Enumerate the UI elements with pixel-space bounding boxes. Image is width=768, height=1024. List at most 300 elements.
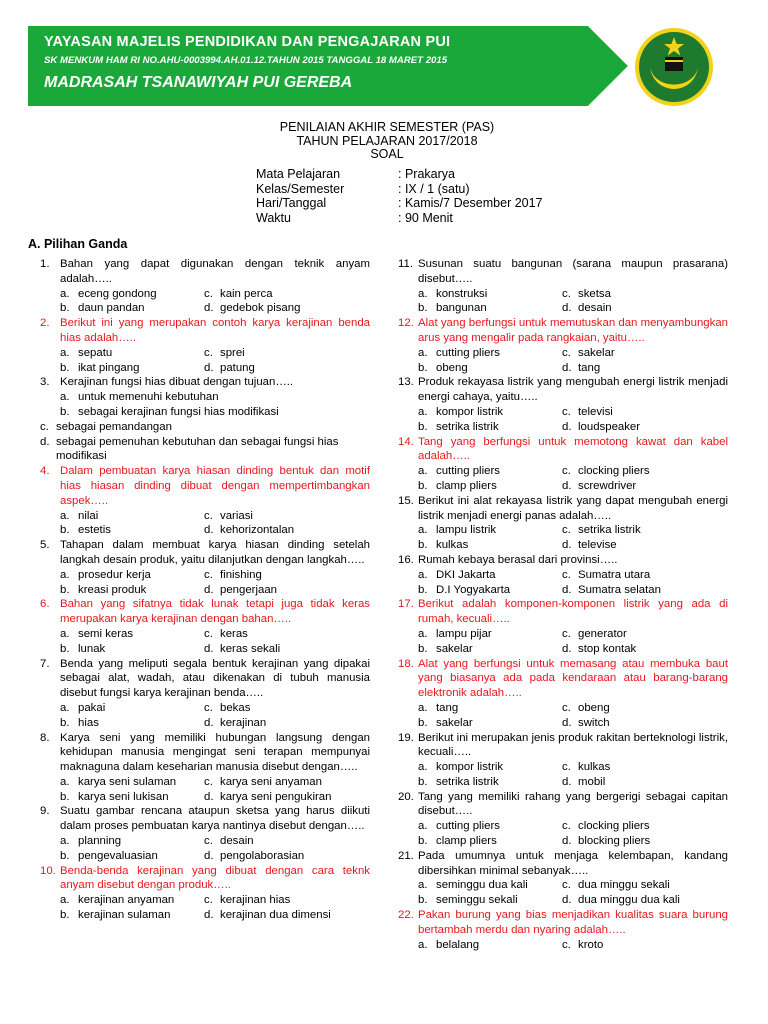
question-number: 6. [40, 598, 50, 611]
answer-option [40, 775, 204, 790]
question-text [398, 597, 728, 627]
meta-value: : Prakarya [398, 167, 455, 181]
answer-option [398, 464, 562, 479]
answer-option [562, 346, 726, 361]
option-letter: d. [562, 642, 572, 655]
option-text: cutting pliers [436, 465, 500, 478]
option-text: mobil [578, 775, 606, 788]
answer-option [562, 938, 726, 953]
answer-option [562, 716, 726, 731]
question-body: Karya seni yang memiliki hubungan langsung dengan kehidupan manusia mengingat seni terapan mempunyai maknaguna dalam keseharian manusia disebut dengan….. [60, 731, 370, 774]
meta-row [256, 182, 543, 197]
option-letter: c. [40, 420, 49, 433]
option-letter: d. [40, 435, 50, 448]
option-text: ikat pingang [78, 361, 140, 374]
option-letter: a. [418, 879, 428, 892]
option-text: sebagai kerajinan fungsi hias modifikasi [78, 405, 279, 418]
meta-key: Hari/Tanggal [256, 196, 327, 210]
answer-option [562, 523, 726, 538]
answer-option [562, 583, 726, 598]
option-letter: b. [60, 790, 70, 803]
answer-option [398, 760, 562, 775]
answer-options [40, 390, 370, 464]
option-text: karya seni lukisan [78, 790, 169, 803]
answer-option [40, 849, 204, 864]
question-item [40, 731, 370, 805]
answer-option [398, 287, 562, 302]
option-letter: b. [60, 849, 70, 862]
option-letter: d. [562, 894, 572, 907]
question-body: Susunan suatu bangunan (sarana maupun prasarana) disebut….. [418, 258, 728, 285]
option-text: setrika listrik [436, 775, 499, 788]
question-body: Berikut ini alat rekayasa listrik yang dapat mengubah energi listrik menjadi energi panas adalah….. [418, 494, 728, 522]
option-text: D.I Yogyakarta [436, 583, 511, 596]
question-text [398, 908, 728, 938]
answer-option [204, 523, 368, 538]
answer-options [40, 834, 370, 864]
option-letter: c. [204, 627, 213, 640]
answer-options [398, 346, 728, 376]
option-text: dua minggu dua kali [578, 894, 680, 907]
answer-options [398, 701, 728, 731]
option-letter: c. [562, 346, 571, 359]
answer-option [562, 538, 726, 553]
answer-options [398, 760, 728, 790]
answer-option [204, 568, 368, 583]
option-text: setrika listrik [578, 524, 641, 537]
answer-option [204, 908, 368, 923]
option-letter: b. [60, 302, 70, 315]
question-body: Tang yang memiliki rahang yang bergerigi sebagai capitan disebut….. [418, 790, 728, 818]
question-body: Berikut ini yang merupakan contoh karya kerajinan benda hias adalah….. [60, 317, 370, 344]
answer-option [562, 893, 726, 908]
answer-option [204, 701, 368, 716]
option-letter: a. [418, 405, 428, 418]
option-text: pengerjaan [220, 583, 278, 596]
option-text: prosedur kerja [78, 568, 151, 581]
question-number: 3. [40, 376, 50, 389]
questions-right-column [398, 257, 728, 952]
answer-option [40, 893, 204, 908]
question-item [40, 257, 370, 316]
answer-option [398, 834, 562, 849]
question-text [40, 316, 370, 346]
option-letter: b. [418, 420, 428, 433]
exam-title [0, 121, 768, 162]
option-text: bangunan [436, 302, 487, 315]
question-item [398, 494, 728, 553]
decree-text: SK MENKUM HAM RI NO.AHU-0003994.AH.01.12.TAHUN 2015 TANGGAL 18 MARET 2015 [44, 55, 448, 66]
option-text: karya seni pengukiran [220, 790, 332, 803]
option-letter: d. [562, 775, 572, 788]
option-text: Sumatra utara [578, 568, 651, 581]
meta-value: : IX / 1 (satu) [398, 181, 470, 196]
option-text: eceng gondong [78, 287, 157, 300]
option-letter: a. [418, 701, 428, 714]
answer-options [398, 464, 728, 494]
question-text [40, 731, 370, 775]
question-text [398, 790, 728, 820]
option-letter: d. [562, 539, 572, 552]
answer-option [398, 627, 562, 642]
question-text [398, 553, 728, 568]
section-heading: A. Pilihan Ganda [28, 237, 128, 251]
question-item [398, 435, 728, 494]
answer-option [40, 716, 204, 731]
exam-meta [256, 167, 543, 225]
question-number: 1. [40, 258, 50, 270]
answer-options [398, 405, 728, 435]
question-text [40, 864, 370, 894]
question-text [40, 597, 370, 627]
option-text: clocking pliers [578, 465, 650, 478]
option-text: desain [578, 302, 612, 315]
option-letter: b. [60, 524, 70, 537]
option-letter: b. [418, 479, 428, 492]
question-number: 16. [398, 553, 414, 566]
option-letter: b. [60, 361, 70, 374]
question-item [40, 538, 370, 597]
option-letter: a. [60, 568, 70, 581]
option-letter: a. [60, 627, 70, 640]
answer-option [398, 405, 562, 420]
answer-option [398, 938, 562, 953]
answer-option [398, 642, 562, 657]
option-text: kain perca [220, 287, 273, 300]
question-number: 20. [398, 790, 414, 803]
header-banner [28, 26, 628, 106]
answer-options [40, 346, 370, 376]
option-letter: b. [418, 835, 428, 848]
answer-option [398, 361, 562, 376]
option-text: tang [436, 701, 459, 714]
answer-option [40, 405, 370, 420]
option-letter: c. [562, 287, 571, 300]
option-text: sketsa [578, 287, 611, 300]
answer-options [398, 568, 728, 598]
answer-option [562, 420, 726, 435]
answer-option [562, 701, 726, 716]
answer-option [204, 509, 368, 524]
option-letter: c. [562, 568, 571, 581]
option-letter: d. [204, 524, 214, 537]
option-letter: b. [418, 539, 428, 552]
option-letter: d. [562, 479, 572, 492]
question-text [398, 731, 728, 761]
questions-left-column [40, 257, 370, 923]
answer-option [40, 509, 204, 524]
question-body: Alat yang berfungsi untuk memutuskan dan menyambungkan arus yang mengalir pada rangkaian, yaitu….. [418, 317, 728, 344]
option-text: daun pandan [78, 302, 145, 315]
question-item [398, 657, 728, 731]
option-letter: a. [60, 894, 70, 907]
question-body: Bahan yang dapat digunakan dengan teknik anyam adalah….. [60, 258, 370, 285]
option-letter: c. [562, 701, 571, 714]
option-text: Sumatra selatan [578, 583, 661, 596]
option-letter: d. [204, 642, 214, 655]
option-letter: c. [562, 938, 571, 951]
answer-options [40, 627, 370, 657]
foundation-name: YAYASAN MAJELIS PENDIDIKAN DAN PENGAJARAN PUI [44, 34, 451, 50]
answer-option [398, 775, 562, 790]
question-text [40, 464, 370, 508]
answer-option [40, 834, 204, 849]
question-body: Rumah kebaya berasal dari provinsi….. [418, 553, 618, 566]
question-number: 8. [40, 731, 50, 744]
answer-options [40, 893, 370, 923]
option-letter: b. [418, 894, 428, 907]
title-line-2: TAHUN PELAJARAN 2017/2018 [296, 133, 478, 148]
option-letter: b. [60, 642, 70, 655]
answer-option [40, 568, 204, 583]
option-letter: c. [204, 509, 213, 522]
question-number: 2. [40, 317, 50, 330]
option-letter: c. [204, 287, 213, 300]
question-body: Berikut ini merupakan jenis produk rakitan berteknologi listrik, kecuali….. [418, 731, 728, 759]
question-number: 22. [398, 909, 414, 922]
answer-option [398, 479, 562, 494]
option-letter: b. [60, 405, 70, 418]
option-letter: b. [60, 583, 70, 596]
answer-option [40, 287, 204, 302]
option-text: stop kontak [578, 642, 637, 655]
option-text: clocking pliers [578, 820, 650, 833]
option-text: finishing [220, 568, 262, 581]
title-line-1: PENILAIAN AKHIR SEMESTER (PAS) [279, 120, 495, 134]
option-letter: b. [418, 642, 428, 655]
answer-option [40, 627, 204, 642]
option-text: karya seni anyaman [220, 775, 322, 788]
question-body: Pada umumnya untuk menjaga kelembapan, kandang dibersihkan minimal sebanyak….. [418, 849, 728, 877]
option-text: kehorizontalan [220, 524, 295, 537]
option-letter: b. [418, 302, 428, 315]
question-item [40, 864, 370, 923]
option-letter: d. [562, 420, 572, 433]
answer-option [40, 523, 204, 538]
option-letter: d. [204, 909, 214, 922]
question-number: 4. [40, 465, 50, 478]
option-letter: a. [418, 568, 428, 581]
question-item [40, 597, 370, 656]
option-letter: d. [562, 835, 572, 848]
question-number: 21. [398, 849, 414, 862]
question-item [40, 375, 370, 464]
answer-option [204, 627, 368, 642]
answer-options [398, 287, 728, 317]
question-number: 12. [398, 317, 414, 330]
answer-option [562, 405, 726, 420]
option-text: loudspeaker [578, 420, 641, 433]
option-letter: a. [60, 835, 70, 848]
option-letter: a. [60, 391, 70, 404]
answer-option [562, 479, 726, 494]
answer-options [40, 287, 370, 317]
option-letter: c. [204, 835, 213, 848]
option-text: kerajinan dua dimensi [220, 909, 331, 922]
answer-option [562, 627, 726, 642]
option-text: kompor listrik [436, 405, 504, 418]
answer-option [398, 878, 562, 893]
answer-option [204, 301, 368, 316]
option-text: bekas [220, 701, 251, 714]
answer-option [562, 819, 726, 834]
option-text: seminggu sekali [436, 894, 518, 907]
answer-option [40, 701, 204, 716]
option-letter: b. [418, 583, 428, 596]
option-text: DKI Jakarta [436, 568, 496, 581]
option-text: kompor listrik [436, 761, 504, 774]
question-text [398, 257, 728, 287]
answer-options [40, 701, 370, 731]
option-letter: b. [418, 361, 428, 374]
question-item [398, 257, 728, 316]
answer-option [204, 346, 368, 361]
option-text: dua minggu sekali [578, 879, 670, 892]
answer-options [40, 568, 370, 598]
question-item [398, 375, 728, 434]
question-item [398, 849, 728, 908]
option-text: sebagai pemenuhan kebutuhan dan sebagai fungsi hias modifikasi [56, 435, 339, 463]
option-text: lampu pijar [436, 627, 492, 640]
option-text: lunak [78, 642, 106, 655]
question-body: Tahapan dalam membuat karya hiasan dinding setelah langkah desain produk, yaitu dilanjutkan dengan langkah….. [60, 539, 370, 566]
option-text: kreasi produk [78, 583, 147, 596]
answer-option [40, 908, 204, 923]
question-item [398, 790, 728, 849]
option-text: kulkas [578, 761, 611, 774]
option-text: sakelar [436, 716, 473, 729]
answer-option [204, 287, 368, 302]
option-text: pengolaborasian [220, 849, 305, 862]
question-number: 7. [40, 657, 50, 670]
option-letter: d. [562, 302, 572, 315]
question-number: 17. [398, 598, 414, 611]
option-text: sebagai pemandangan [56, 420, 172, 433]
option-text: switch [578, 716, 610, 729]
question-number: 15. [398, 494, 414, 507]
option-letter: b. [418, 775, 428, 788]
option-letter: d. [204, 583, 214, 596]
option-text: sakelar [578, 346, 615, 359]
question-text [40, 538, 370, 568]
question-number: 19. [398, 731, 414, 744]
option-letter: b. [60, 909, 70, 922]
option-text: kerajinan anyaman [78, 894, 175, 907]
option-letter: a. [418, 820, 428, 833]
answer-option [204, 775, 368, 790]
option-letter: a. [60, 775, 70, 788]
option-letter: a. [418, 287, 428, 300]
school-logo [634, 27, 714, 107]
option-text: desain [220, 835, 254, 848]
answer-option [562, 361, 726, 376]
option-letter: c. [562, 405, 571, 418]
meta-row [256, 196, 543, 211]
answer-option [398, 301, 562, 316]
option-letter: c. [562, 761, 571, 774]
answer-options [398, 523, 728, 553]
answer-option [562, 642, 726, 657]
answer-option [204, 834, 368, 849]
answer-option [398, 420, 562, 435]
option-letter: c. [204, 894, 213, 907]
question-text [398, 849, 728, 879]
question-text [398, 375, 728, 405]
question-item [398, 316, 728, 375]
option-letter: a. [60, 346, 70, 359]
question-number: 13. [398, 376, 414, 389]
option-letter: c. [204, 568, 213, 581]
answer-option [398, 893, 562, 908]
question-body: Berikut adalah komponen-komponen listrik yang ada di rumah, kecuali….. [418, 598, 728, 626]
option-letter: c. [562, 465, 571, 478]
option-text: hias [78, 716, 99, 729]
answer-option [398, 701, 562, 716]
question-body: Bahan yang sifatnya tidak lunak tetapi juga tidak keras merupakan karya kerajinan dengan bahan….. [60, 598, 370, 626]
meta-value: : 90 Menit [398, 210, 453, 225]
option-text: karya seni sulaman [78, 775, 177, 788]
answer-option [562, 301, 726, 316]
option-letter: a. [418, 627, 428, 640]
answer-option [204, 716, 368, 731]
question-text [398, 435, 728, 465]
option-letter: a. [418, 465, 428, 478]
question-item [40, 804, 370, 863]
option-text: generator [578, 627, 627, 640]
question-number: 5. [40, 539, 50, 552]
option-letter: d. [204, 790, 214, 803]
option-letter: d. [562, 583, 572, 596]
option-text: variasi [220, 509, 253, 522]
answer-option [562, 464, 726, 479]
option-text: konstruksi [436, 287, 488, 300]
question-number: 9. [40, 805, 50, 818]
option-text: untuk memenuhi kebutuhan [78, 391, 219, 404]
option-text: kerajinan hias [220, 894, 291, 907]
option-letter: a. [60, 509, 70, 522]
option-letter: c. [204, 346, 213, 359]
option-text: cutting pliers [436, 820, 500, 833]
answer-option [562, 834, 726, 849]
option-text: tang [578, 361, 601, 374]
question-body: Benda-benda kerajinan yang dibuat dengan cara teknk anyam disebut dengan produk….. [60, 864, 370, 892]
answer-option [204, 790, 368, 805]
answer-option [40, 346, 204, 361]
option-text: clamp pliers [436, 835, 497, 848]
question-body: Tang yang berfungsi untuk memotong kawat dan kabel adalah….. [418, 435, 728, 463]
option-text: keras sekali [220, 642, 281, 655]
question-text [40, 257, 370, 287]
answer-options [398, 938, 728, 953]
option-letter: a. [418, 938, 428, 951]
question-number: 14. [398, 435, 414, 448]
question-item [398, 553, 728, 597]
question-item [398, 597, 728, 656]
option-text: sepatu [78, 346, 113, 359]
answer-options [398, 819, 728, 849]
answer-option [204, 361, 368, 376]
answer-option [398, 538, 562, 553]
question-item [40, 316, 370, 375]
option-letter: c. [204, 775, 213, 788]
answer-option [40, 390, 370, 405]
option-letter: d. [562, 716, 572, 729]
option-text: gedebok pisang [220, 302, 301, 315]
meta-row [256, 167, 543, 182]
option-letter: b. [60, 716, 70, 729]
option-text: kroto [578, 938, 604, 951]
option-text: televise [578, 539, 617, 552]
